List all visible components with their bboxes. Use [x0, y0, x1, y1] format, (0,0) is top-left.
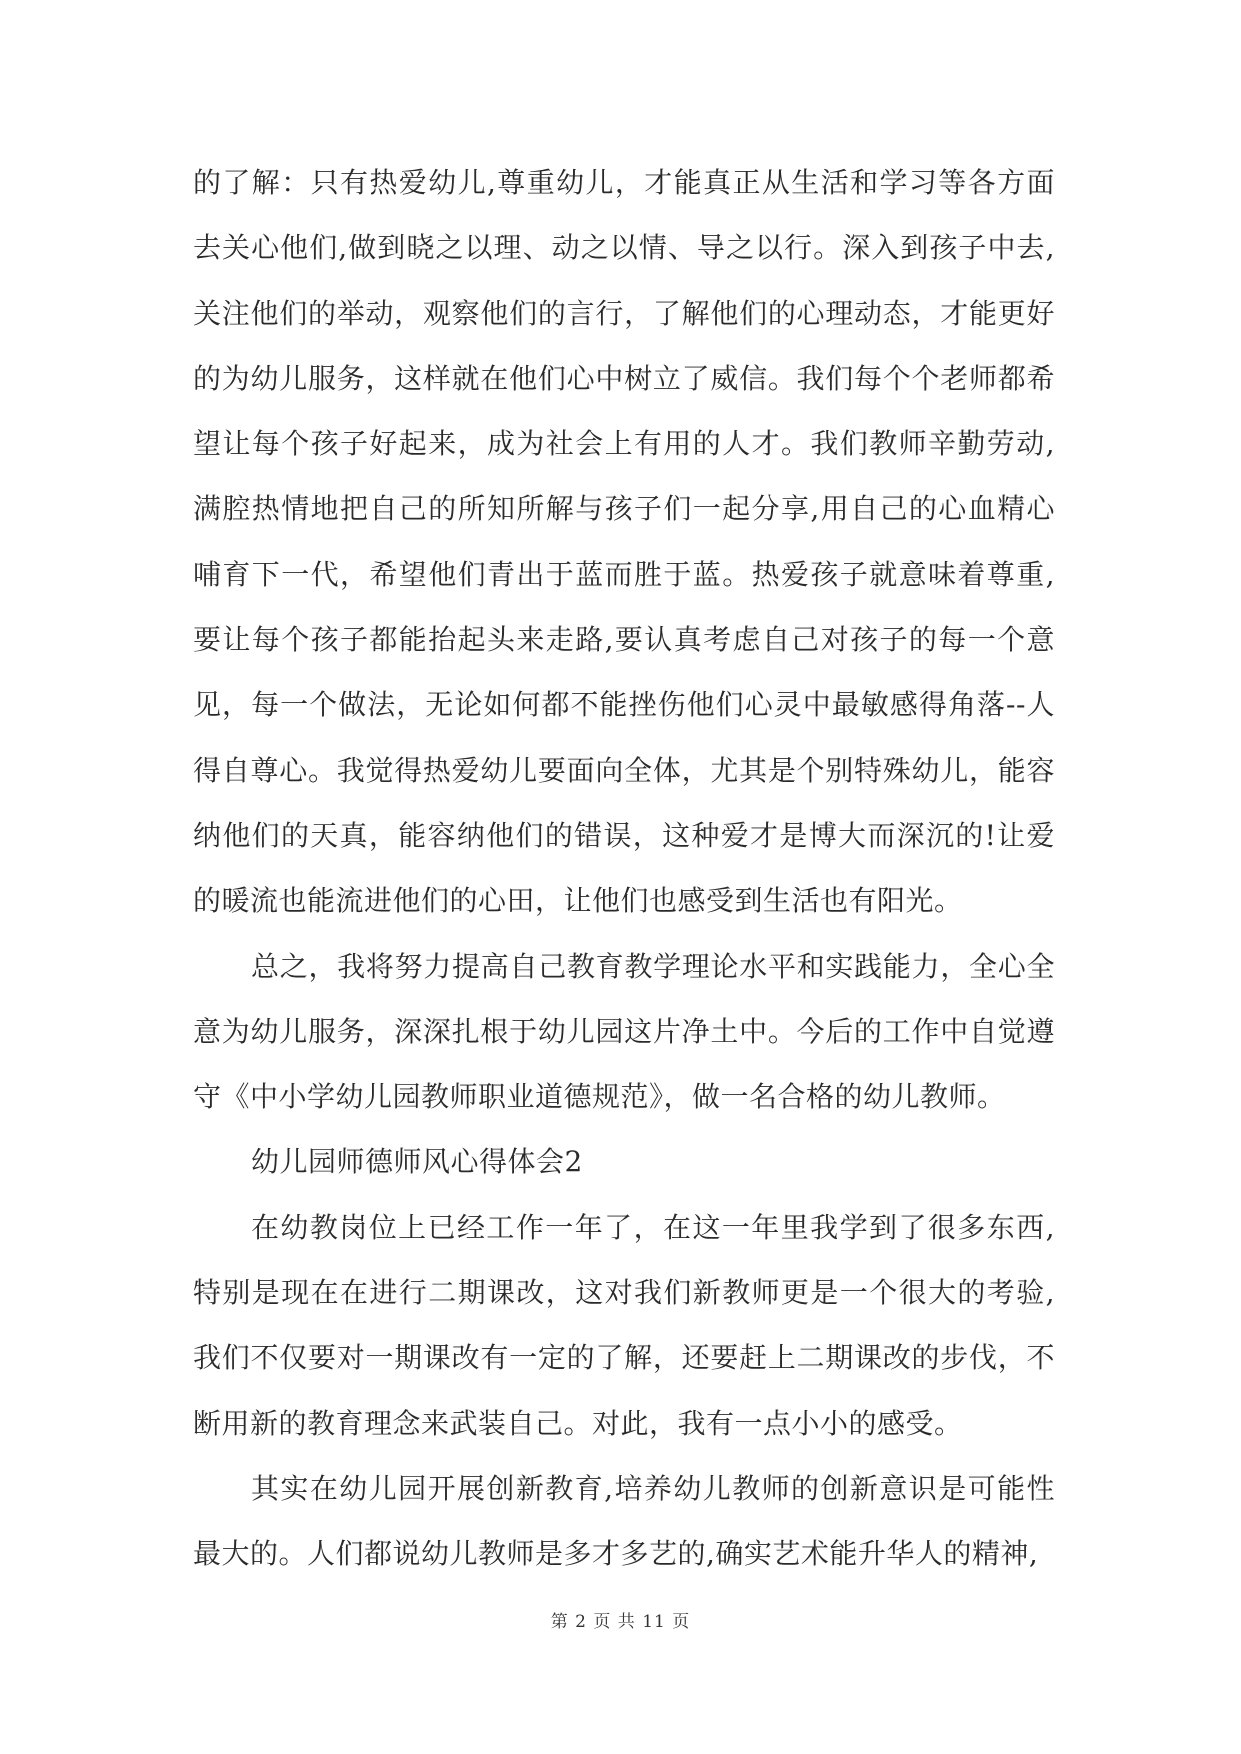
- body-paragraph: 在幼教岗位上已经工作一年了，在这一年里我学到了很多东西,特别是现在在进行二期课改，这对我们新教师更是一个很大的考验,我们不仅要对一期课改有一定的了解，还要赶上二期课改的步伐，不断用新的教育理念来武装自己。对此，我有一点小小的感受。: [193, 1210, 1055, 1440]
- body-paragraph: 的了解：只有热爱幼儿,尊重幼儿，才能真正从生活和学习等各方面去关心他们,做到晓之以理、动之以情、导之以行。深入到孩子中去,关注他们的举动，观察他们的言行，了解他们的心理动态，才能更好的为幼儿服务，这样就在他们心中树立了威信。我们每个个老师都希望让每个孩子好起来，成为社会上有用的人才。我们教师辛勤劳动,满腔热情地把自己的所知所解与孩子们一起分享,用自己的心血精心哺育下一代，希望他们青出于蓝而胜于蓝。热爱孩子就意味着尊重,要让每个孩子都能抬起头来走路,要认真考虑自己对孩子的每一个意见，每一个做法，无论如何都不能挫伤他们心灵中最敏感得角落--人得自尊心。我觉得热爱幼儿要面向全体，尤其是个别特殊幼儿，能容纳他们的天真，能容纳他们的错误，这种爱才是博大而深沉的!让爱的暖流也能流进他们的心田，让他们也感受到生活也有阳光。: [193, 166, 1055, 918]
- section-heading: 幼儿园师德师风心得体会2: [251, 1145, 583, 1179]
- body-paragraph: 其实在幼儿园开展创新教育,培养幼儿教师的创新意识是可能性最大的。人们都说幼儿教师是多才多艺的,确实艺术能升华人的精神,: [193, 1471, 1055, 1571]
- document-body: [193, 150, 1055, 1587]
- body-paragraph: 总之，我将努力提高自己教育教学理论水平和实践能力，全心全意为幼儿服务，深深扎根于幼儿园这片净土中。今后的工作中自觉遵守《中小学幼儿园教师职业道德规范》，做一名合格的幼儿教师。: [193, 949, 1055, 1114]
- page-number-footer: 第 2 页 共 11 页: [550, 1612, 691, 1632]
